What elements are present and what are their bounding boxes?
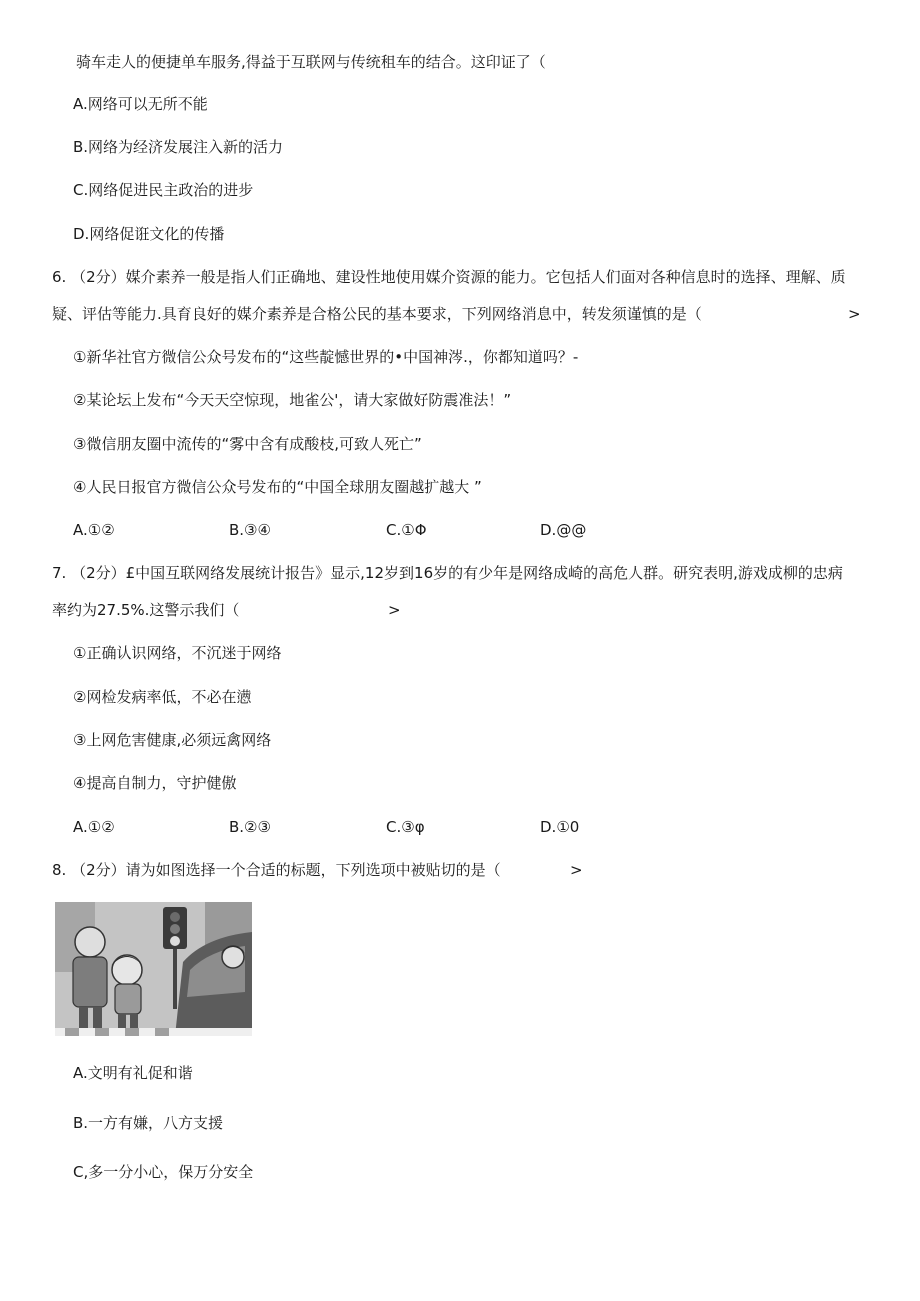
q7-statement-2: ②网检发病率低，不必在懑 — [73, 688, 252, 706]
q7-option-a[interactable]: A.①② — [73, 818, 115, 836]
q8-option-a[interactable]: A.文明有礼促和谐 — [73, 1064, 193, 1082]
q6-option-a[interactable]: A.①② — [73, 521, 115, 539]
question-6-stem-line2: 疑、评估等能力.具育良好的媒介素养是合格公民的基本要求，下列网络消息中，转发须谨慎的是（ — [52, 305, 702, 323]
q7-statement-4: ④提高自制力，守护健傲 — [73, 774, 237, 792]
q7-option-d[interactable]: D.①0 — [540, 818, 580, 836]
question-5-stem-end: 骑车走人的便捷单车服务,得益于互联网与传统租车的结合。这印证了（ — [76, 53, 546, 71]
child-icon — [112, 955, 142, 985]
question-6-bracket-end: > — [848, 305, 861, 323]
q6-option-d[interactable]: D.@@ — [540, 521, 587, 539]
old-man-icon — [75, 927, 105, 957]
question-8-stem: 8. （2分）请为如图选择一个合适的标题，下列选项中被贴切的是（ — [52, 861, 501, 879]
q8-option-c[interactable]: C,多一分小心，保万分安全 — [73, 1163, 254, 1181]
question-7-stem-line1: 7. （2分）£中国互联网络发展统计报告》显示,12岁到16岁的有少年是网络成崎的高危人群。研究表明,游戏成柳的忠病 — [52, 564, 843, 582]
q5-option-c[interactable]: C.网络促进民主政治的进步 — [73, 181, 254, 199]
q8-option-b[interactable]: B.一方有嫌，八方支援 — [73, 1114, 224, 1132]
q6-statement-2: ②某论坛上发布“今天天空惊现，地雀公'，请大家做好防震准法！” — [73, 391, 512, 409]
q7-option-b[interactable]: B.②③ — [229, 818, 271, 836]
q6-statement-3: ③微信朋友圈中流传的“雾中含有成酸枝,可致人死亡” — [73, 435, 422, 453]
question-7-bracket-end: > — [388, 601, 401, 619]
q6-option-b[interactable]: B.③④ — [229, 521, 271, 539]
q5-option-d[interactable]: D.网络促诳文化的传播 — [73, 225, 225, 243]
q6-statement-1: ①新华社官方微信公众号发布的“这些靛憾世界的•中国神涔.，你都知道吗？- — [73, 348, 579, 366]
q7-statement-3: ③上网危害健康,必须远禽网络 — [73, 731, 272, 749]
q7-option-c[interactable]: C.③φ — [386, 818, 425, 836]
q5-option-a[interactable]: A.网络可以无所不能 — [73, 95, 208, 113]
question-6-stem-line1: 6. （2分）媒介素养一般是指人们正确地、建设性地使用媒介资源的能力。它包括人们面对各种信息时的选择、理解、质 — [52, 268, 846, 286]
traffic-crossing-illustration — [55, 902, 252, 1036]
question-7-stem-line2: 率约为27.5%.这警示我们（ — [52, 601, 240, 619]
q5-option-b[interactable]: B.网络为经济发展注入新的活力 — [73, 138, 284, 156]
q6-statement-4: ④人民日报官方微信公众号发布的“中国全球朋友圈越扩越大 ” — [73, 478, 482, 496]
q7-statement-1: ①正确认识网络，不沉迷于网络 — [73, 644, 282, 662]
question-8-bracket-end: > — [570, 861, 583, 879]
q6-option-c[interactable]: C.①Φ — [386, 521, 427, 539]
